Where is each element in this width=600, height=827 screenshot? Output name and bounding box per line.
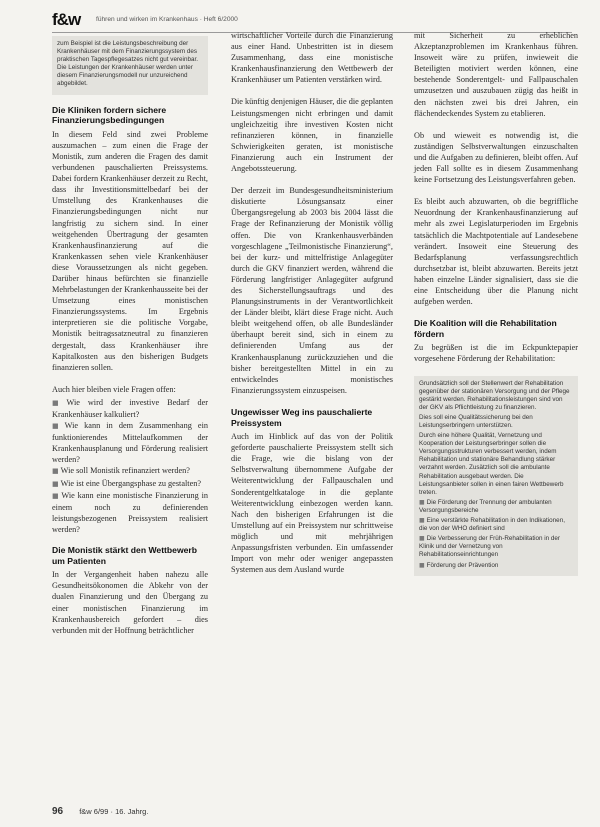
column-2 [231, 30, 393, 586]
paragraph: In diesem Feld sind zwei Probleme auszumachen – zum einen die Frage der Monistik, zum anderen die Fragen des damit verbundenen pauschalierten Preissystems. Dabei fordern Krankenhäuser derzeit zu Recht, dass ihr Investitionsmittelbedarf bei der Umstellung des Krankenhauses die Finanzierungsbedingungen nicht nur langfristig zu sichern sind. In einer weitgehenden Übertragung der gesamten Krankenhausfinanzierung auf die Krankenkassen sehen viele Krankenhäuser diese Voraussetzungen als nicht gegeben. Darüber hinaus befürchten sie finanzielle Mehrbelastungen der Krankenhausseite bei der Umsetzung eines monistischen Finanzierungssystems. Im Ergebnis interpretieren sie die politische Vorgabe, Monistik beitragssatzneutral zu finanzieren dergestalt, dass Krankenhäuser ihre Kapitalkosten aus den bisherigen Budgets finanzieren sollen. [52, 129, 208, 372]
square-bullet-icon: ■ [52, 398, 65, 407]
intro-box [52, 36, 208, 95]
paragraph: Es bleibt auch abzuwarten, ob die begriffliche Neuordnung der Krankenhausfinanzierung auf mehr als zwei Legislaturperioden im Ergebnis tatsächlich die Machtpotentiale auf Landesebene verändert. Insoweit eine Steuerung des Bedarfsplanung verfassungsrechtlich durchsetzbar ist, bleibt abzuwarten. Bereits jetzt haben einzelne Länder signalisiert, dass sie die eine Entscheidung über die Planung nicht aufgeben werden. [414, 197, 578, 307]
square-bullet-icon: ■ [419, 561, 425, 569]
square-bullet-icon: ■ [52, 422, 63, 431]
paragraph: Die künftig denjenigen Häuser, die die geplanten Leistungsmengen nicht erbringen und damit ungleichzeitig ihre investiven Kosten nicht refinanzieren können, in finanzielle Schwierigkeiten geraten, ist monistische Finanzierung auch ein Instrument der Angebotssteuerung. [231, 97, 393, 174]
journal-logo: f&w [52, 10, 81, 29]
heading-kliniken: Die Kliniken fordern sichere Finanzierungsbedingungen [52, 104, 167, 126]
page-footer [52, 806, 148, 817]
intro-box-text: zum Beispiel ist die Leistungsbeschreibung der Krankenhäuser mit dem Finanzierungssystem des praktischen Tagespflegesatzes nicht gut vereinbar. Die Leistungen der Krankenhäuser werden unter diesem Finanzierungsmodell nur unzureichend abgebildet. [57, 40, 198, 88]
paragraph: Der derzeit im Bundesgesundheitsministerium diskutierte Lösungsansatz einer Übergangsregelung ab 2003 bis 2004 lässt die Frage der Refinanzierung der Monistik völlig offen. Die von Krankenhausverbänden vorgeschlagene „Teilmonistische Finanzierung“, bei der kurz- und mittelfristige Anlagegüter durch die GKV finanziert werden, während die Förderung langfristiger Anlagegüter aufgrund des Sicherstellungsauftrags und des Planungsinstruments in der Verantwortlichkeit der Länder bleibt, klärt diese Frage nicht. Auch bleibt weitgehend offen, ob alle Bundesländer überhaupt bereit sind, sich in einem zu definierenden Umfang aus der Krankenhausplanung zurückzuziehen und die bisher bereitgestellten Mittel in ein zu entwickelndes monistisches Finanzierungssystem einzuspeisen. [231, 186, 393, 395]
box-paragraph: Dies soll eine Qualitätssicherung bei den Leistungserbringern unterstützen. [419, 413, 533, 429]
list-item: ■ Wie soll Monistik refinanziert werden? [52, 466, 190, 476]
list-item: ■ Die Verbesserung der Früh-Rehabilitation in der Klinik und der Vernetzung von Rehabilitationseinrichtungen [419, 535, 561, 559]
heading-koalition: Die Koalition will die Rehabilitation fördern [414, 318, 557, 339]
column-3 [414, 30, 578, 576]
list-item: ■ Wie kann eine monistische Finanzierung in einem noch zu definierenden leistungsbezogenen Preissystem realisiert werden? [52, 490, 208, 534]
rehab-box [414, 376, 578, 576]
paragraph: Ob und wieweit es notwendig ist, die zuständigen Selbstverwaltungen einzuschalten und die Aufgaben zu definieren, bleibt offen. Auf jeden Fall sollte es in diesem Zusammenhang keine Fortsetzung des Leistungsverfahren geben. [414, 130, 578, 185]
paragraph: Auch hier bleiben viele Fragen offen: [52, 384, 176, 394]
heading-ungewiss: Ungewisser Weg ins pauschalierte Preissystem [231, 406, 373, 428]
question-list [52, 397, 208, 535]
list-item: ■ Förderung der Prävention [419, 561, 499, 569]
issue-info: f&w 6/99 · 16. Jahrg. [79, 807, 149, 816]
page-number: 96 [52, 806, 64, 817]
rehab-list [419, 499, 573, 570]
list-item: ■ Wie ist eine Übergangsphase zu gestalten? [52, 478, 202, 488]
list-item: ■ Wie wird der investive Bedarf der Krankenhäuser kalkuliert? [52, 397, 208, 419]
box-paragraph: Grundsätzlich soll der Stellenwert der Rehabilitation gegenüber der stationären Versorgung und der Pflege gestärkt werden. Rehabilitationsleistungen sind von der GKV als Pflichtleistung zu finanzieren. [419, 379, 570, 411]
square-bullet-icon: ■ [419, 517, 425, 525]
paragraph: mit Sicherheit zu erheblichen Akzeptanzproblemen im Krankenhaus führen. Insoweit wäre zu prüfen, inwieweit die Beteiligten motiviert werden können, eine bestehende Sonderentgelt- und Fallpauschalen umzusetzen und auszubauen zügig das heißt in den nächsten zwei bis drei Jahren, ein flächendeckendes System zu etablieren. [414, 31, 578, 118]
square-bullet-icon: ■ [52, 491, 60, 500]
list-item: ■ Eine verstärkte Rehabilitation in den Indikationen, die von der WHO definiert sind [419, 517, 565, 533]
square-bullet-icon: ■ [419, 498, 425, 506]
list-item: ■ Die Förderung der Trennung der ambulanten Versorgungsbereiche [419, 498, 552, 514]
square-bullet-icon: ■ [52, 479, 59, 488]
paragraph: wirtschaftlicher Vorteile durch die Finanzierung aus einer Hand. Unbestritten ist in diesem Zusammenhang, dass eine monistische Krankenhausfinanzierung den Wettbewerb der Krankenhäuser um Patienten verstärken wird. [231, 31, 393, 85]
paragraph: In der Vergangenheit haben nahezu alle Gesundheitsökonomen die Abkehr von der dualen Finanzierung und den Übergang zu einer monistischen Finanzierung im Krankenhausbereich gefordert – dies verbunden mit der Hoffnung beträchtlicher [52, 570, 208, 635]
list-item: ■ Wie kann in dem Zusammenhang ein funktionierendes Mittelaufkommen der Krankenhausplanung und Förderung realisiert werden? [52, 421, 208, 465]
column-1 [52, 36, 208, 647]
square-bullet-icon: ■ [52, 467, 59, 476]
running-head: führen und wirken im Krankenhaus · Heft 6/2000 [96, 16, 238, 23]
box-paragraph: Durch eine höhere Qualität, Vernetzung und Kooperation der Leistungserbringer sollen die Versorgungsstrukturen verbessert werden, indem Rehabilitation und stationäre Behandlung stärker verzahnt werden. Zusätzlich soll die ambulante Rehabilitation ausgebaut werden. Die Leistungsanbieter sollen in einen fairen Wettbewerb treten. [419, 432, 564, 496]
paragraph: Zu begrüßen ist die im Eckpunktepapier vorgesehene Förderung der Rehabilitation: [414, 343, 578, 364]
square-bullet-icon: ■ [419, 535, 425, 543]
paragraph: Auch im Hinblick auf das von der Politik geforderte pauschalierte Preissystem stellt sich die Frage, wie die bislang von der Selbstverwaltung übernommene Aufgabe der Weiterentwicklung der Fallpauschalen und Sonderentgeltkataloge in die geplante Weiterentwicklung einbezogen werden kann. Nach den bisherigen Erfahrungen ist die Umstellung auf ein Preissystem nur schrittweise möglich und mit mehrjährigen Anpassungsfristen verbunden. Ein umfassender Import von mehr oder weniger angepassten Systemen aus dem Ausland wurde [231, 432, 393, 575]
heading-monistik: Die Monistik stärkt den Wettbewerb um Patienten [52, 545, 198, 566]
